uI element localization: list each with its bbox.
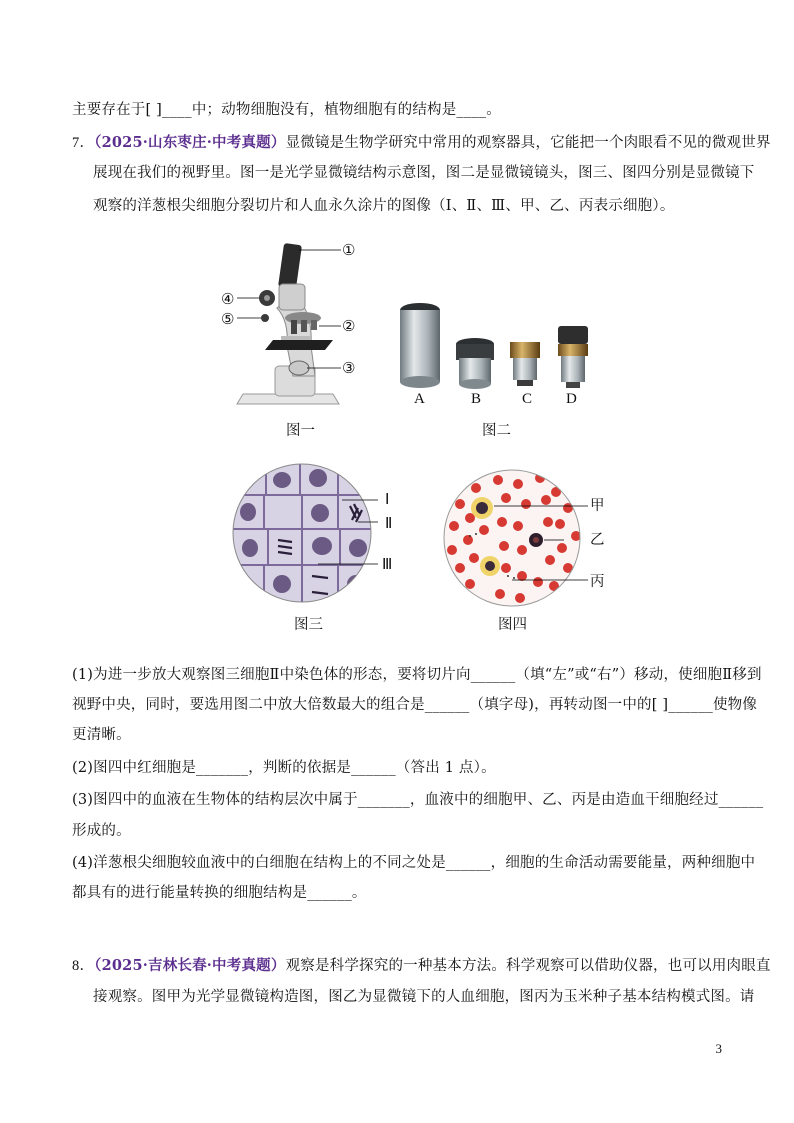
- subquestion-3-line-2: 形成的。: [72, 823, 131, 839]
- lens-label-b: B: [471, 391, 482, 407]
- lens-label-a: A: [414, 391, 425, 407]
- figure-4-caption: 图四: [498, 617, 527, 633]
- question-text: 显微镜是生物学研究中常用的观察器具，它能把一个肉眼看不见的微观世界: [285, 135, 771, 151]
- question-8-line-1: [72, 956, 771, 976]
- subquestion-1-line-3: 更清晰。: [72, 727, 131, 743]
- question-number: 8．: [72, 958, 95, 974]
- lens-label-d: D: [566, 391, 577, 407]
- subquestion-2: (2)图四中红细胞是_______，判断的依据是______（答出 1 点）。: [72, 760, 496, 776]
- cell-label-2: Ⅱ: [385, 516, 393, 532]
- subquestion-4-line-1: (4)洋葱根尖细胞较血液中的白细胞在结构上的不同之处是______，细胞的生命活动需要能量，两种细胞中: [72, 855, 756, 871]
- cell-label-3: Ⅲ: [382, 557, 393, 573]
- question-7-line-1: [72, 133, 771, 153]
- onion-cells-figure: [230, 458, 410, 608]
- lens-label-c: C: [522, 391, 533, 407]
- label-4: ④: [221, 292, 235, 308]
- label-2: ②: [342, 319, 356, 335]
- question-source: （2025·吉林长春·中考真题）: [94, 957, 286, 974]
- cell-label-1: Ⅰ: [385, 492, 390, 508]
- blood-label-jia: 甲: [590, 498, 605, 514]
- question-7-line-2: 展现在我们的视野里。图一是光学显微镜结构示意图，图二是显微镜镜头，图三、图四分别是显微镜下: [93, 165, 755, 181]
- figure-1-caption: 图一: [286, 423, 315, 439]
- subquestion-1-line-1: (1)为进一步放大观察图三细胞Ⅱ中染色体的形态，要将切片向______（填“左”或“右”）移动，使细胞Ⅱ移到: [72, 667, 762, 683]
- blood-smear-figure: [440, 464, 610, 612]
- text-line-carryover: 主要存在于[ ]____中；动物细胞没有，植物细胞有的结构是____。: [72, 102, 501, 118]
- figure-3-caption: 图三: [294, 617, 323, 633]
- subquestion-4-line-2: 都具有的进行能量转换的细胞结构是______。: [72, 885, 367, 901]
- figure-2-caption: 图二: [482, 423, 511, 439]
- lens-figure: [395, 300, 595, 392]
- page-number: 3: [715, 1041, 722, 1056]
- question-7-line-3: 观察的洋葱根尖细胞分裂切片和人血永久涂片的图像（Ⅰ、Ⅱ、Ⅲ、甲、乙、丙表示细胞）。: [93, 198, 675, 214]
- question-number: 7．: [72, 135, 95, 151]
- label-5: ⑤: [221, 312, 235, 328]
- question-source: （2025·山东枣庄·中考真题）: [94, 134, 286, 151]
- blood-label-bing: 丙: [590, 574, 605, 590]
- blood-label-yi: 乙: [590, 532, 605, 548]
- label-3: ③: [342, 361, 356, 377]
- subquestion-1-line-2: 视野中央，同时，要选用图二中放大倍数最大的组合是______（填字母)，再转动图一中的[ ]______使物像: [72, 697, 758, 713]
- question-text: 观察是科学探究的一种基本方法。科学观察可以借助仪器，也可以用肉眼直: [285, 958, 771, 974]
- subquestion-3-line-1: (3)图四中的血液在生物体的结构层次中属于_______，血液中的细胞甲、乙、丙是由造血干细胞经过______: [72, 792, 764, 808]
- question-8-line-2: 接观察。图甲为光学显微镜构造图，图乙为显微镜下的人血细胞，图丙为玉米种子基本结构模式图。请: [93, 989, 755, 1005]
- label-1: ①: [342, 243, 356, 259]
